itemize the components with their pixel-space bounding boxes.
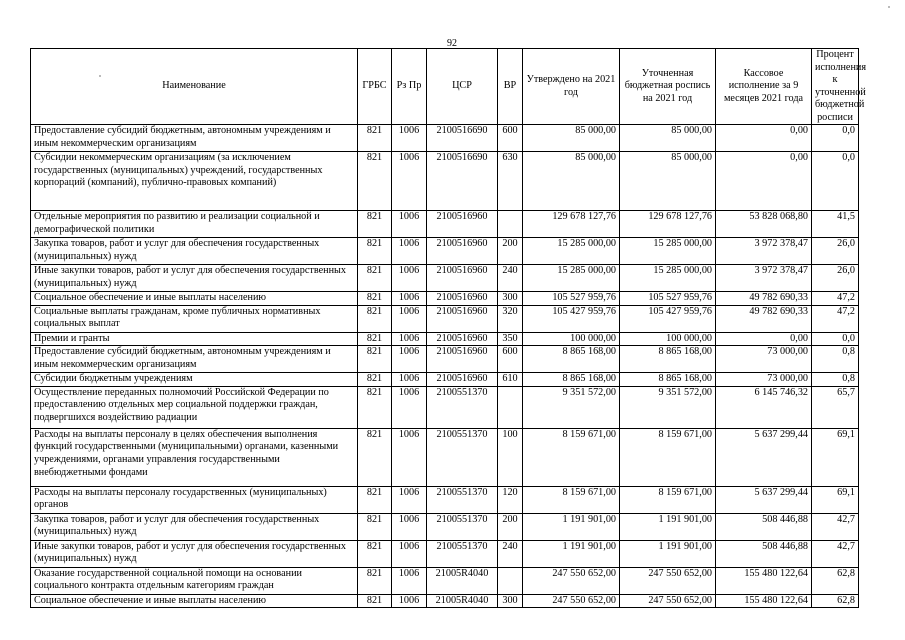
cell-vr	[498, 567, 523, 594]
cell-refined: 105 527 959,76	[620, 292, 716, 306]
cell-approved: 9 351 572,00	[523, 386, 620, 428]
cell-cash: 155 480 122,64	[716, 594, 812, 608]
cell-cash: 0,00	[716, 125, 812, 152]
cell-name: Социальное обеспечение и иные выплаты населению	[31, 594, 358, 608]
cell-vr: 320	[498, 305, 523, 332]
cell-grbs: 821	[358, 152, 392, 211]
cell-refined: 85 000,00	[620, 152, 716, 211]
cell-csr: 2100516960	[427, 292, 498, 306]
cell-csr: 2100551370	[427, 386, 498, 428]
col-approved-header: Утверждено на 2021 год	[523, 49, 620, 125]
cell-name: Субсидии некоммерческим организациям (за исключением государственных (муниципальных) учреждений, государственных корпораций (компаний), публично-правовых компаний)	[31, 152, 358, 211]
page-number: 92	[447, 38, 457, 49]
cell-rzpr: 1006	[392, 567, 427, 594]
scan-speck	[99, 75, 101, 77]
cell-name: Оказание государственной социальной помощи на основании социального контракта отдельным категориям граждан	[31, 567, 358, 594]
cell-rzpr: 1006	[392, 238, 427, 265]
table-row	[31, 486, 859, 513]
cell-name: Социальное обеспечение и иные выплаты населению	[31, 292, 358, 306]
cell-grbs: 821	[358, 292, 392, 306]
cell-rzpr: 1006	[392, 373, 427, 387]
table-row	[31, 373, 859, 387]
cell-refined: 1 191 901,00	[620, 513, 716, 540]
table-row	[31, 332, 859, 346]
cell-name: Осуществление переданных полномочий Российской Федерации по предоставлению отдельных мер социальной поддержки граждан, подвергшихся воздействию радиации	[31, 386, 358, 428]
cell-percent: 0,0	[812, 125, 859, 152]
table-row	[31, 292, 859, 306]
cell-rzpr: 1006	[392, 332, 427, 346]
cell-name: Закупка товаров, работ и услуг для обеспечения государственных (муниципальных) нужд	[31, 513, 358, 540]
cell-vr: 350	[498, 332, 523, 346]
cell-csr: 2100551370	[427, 486, 498, 513]
table-row	[31, 428, 859, 486]
table-row	[31, 152, 859, 211]
col-vr-header: ВР	[498, 49, 523, 125]
cell-grbs: 821	[358, 567, 392, 594]
scan-speck	[888, 6, 890, 8]
cell-percent: 69,1	[812, 428, 859, 486]
cell-cash: 155 480 122,64	[716, 567, 812, 594]
cell-percent: 0,0	[812, 332, 859, 346]
table-row	[31, 386, 859, 428]
cell-refined: 15 285 000,00	[620, 265, 716, 292]
table-row	[31, 238, 859, 265]
cell-grbs: 821	[358, 594, 392, 608]
cell-name: Отдельные мероприятия по развитию и реализации социальной и демографической политики	[31, 211, 358, 238]
cell-cash: 49 782 690,33	[716, 305, 812, 332]
table-row	[31, 211, 859, 238]
cell-grbs: 821	[358, 125, 392, 152]
table-row	[31, 594, 859, 608]
cell-csr: 2100516960	[427, 346, 498, 373]
cell-percent: 0,8	[812, 373, 859, 387]
cell-grbs: 821	[358, 238, 392, 265]
table-row	[31, 305, 859, 332]
cell-refined: 1 191 901,00	[620, 540, 716, 567]
cell-cash: 508 446,88	[716, 540, 812, 567]
cell-vr: 600	[498, 125, 523, 152]
cell-csr: 21005R4040	[427, 594, 498, 608]
cell-grbs: 821	[358, 346, 392, 373]
cell-refined: 247 550 652,00	[620, 567, 716, 594]
table-header-row	[31, 49, 859, 125]
cell-rzpr: 1006	[392, 513, 427, 540]
cell-csr: 2100516960	[427, 332, 498, 346]
cell-csr: 2100516960	[427, 305, 498, 332]
cell-csr: 2100516690	[427, 152, 498, 211]
cell-vr	[498, 386, 523, 428]
cell-approved: 85 000,00	[523, 152, 620, 211]
cell-rzpr: 1006	[392, 594, 427, 608]
cell-approved: 129 678 127,76	[523, 211, 620, 238]
cell-approved: 8 865 168,00	[523, 373, 620, 387]
cell-grbs: 821	[358, 265, 392, 292]
cell-name: Иные закупки товаров, работ и услуг для обеспечения государственных (муниципальных) нужд	[31, 265, 358, 292]
cell-cash: 73 000,00	[716, 346, 812, 373]
cell-percent: 42,7	[812, 513, 859, 540]
cell-rzpr: 1006	[392, 265, 427, 292]
cell-cash: 0,00	[716, 332, 812, 346]
cell-vr: 610	[498, 373, 523, 387]
cell-approved: 8 865 168,00	[523, 346, 620, 373]
cell-percent: 62,8	[812, 594, 859, 608]
cell-csr: 2100516960	[427, 373, 498, 387]
cell-percent: 26,0	[812, 265, 859, 292]
cell-rzpr: 1006	[392, 305, 427, 332]
cell-percent: 41,5	[812, 211, 859, 238]
cell-approved: 1 191 901,00	[523, 513, 620, 540]
cell-vr: 630	[498, 152, 523, 211]
cell-name: Премии и гранты	[31, 332, 358, 346]
cell-name: Закупка товаров, работ и услуг для обеспечения государственных (муниципальных) нужд	[31, 238, 358, 265]
cell-csr: 2100516960	[427, 238, 498, 265]
cell-csr: 2100516960	[427, 265, 498, 292]
cell-approved: 1 191 901,00	[523, 540, 620, 567]
table-body	[31, 125, 859, 608]
cell-csr: 2100516960	[427, 211, 498, 238]
table-row	[31, 265, 859, 292]
col-percent-header: Процент исполнения к уточненной бюджетной росписи	[812, 49, 859, 125]
cell-rzpr: 1006	[392, 428, 427, 486]
cell-vr: 600	[498, 346, 523, 373]
cell-approved: 105 527 959,76	[523, 292, 620, 306]
cell-vr: 200	[498, 513, 523, 540]
cell-grbs: 821	[358, 305, 392, 332]
cell-refined: 105 427 959,76	[620, 305, 716, 332]
cell-vr: 200	[498, 238, 523, 265]
table-row	[31, 346, 859, 373]
cell-cash: 5 637 299,44	[716, 486, 812, 513]
col-refined-header: Уточненная бюджетная роспись на 2021 год	[620, 49, 716, 125]
cell-rzpr: 1006	[392, 211, 427, 238]
cell-name: Предоставление субсидий бюджетным, автономным учреждениям и иным некоммерческим организациям	[31, 346, 358, 373]
cell-cash: 3 972 378,47	[716, 238, 812, 265]
cell-refined: 9 351 572,00	[620, 386, 716, 428]
cell-name: Социальные выплаты гражданам, кроме публичных нормативных социальных выплат	[31, 305, 358, 332]
cell-approved: 105 427 959,76	[523, 305, 620, 332]
table-row	[31, 125, 859, 152]
table-row	[31, 540, 859, 567]
cell-approved: 8 159 671,00	[523, 486, 620, 513]
cell-csr: 2100551370	[427, 513, 498, 540]
cell-rzpr: 1006	[392, 292, 427, 306]
cell-approved: 15 285 000,00	[523, 265, 620, 292]
cell-name: Предоставление субсидий бюджетным, автономным учреждениям и иным некоммерческим организациям	[31, 125, 358, 152]
cell-approved: 8 159 671,00	[523, 428, 620, 486]
cell-cash: 3 972 378,47	[716, 265, 812, 292]
cell-refined: 8 865 168,00	[620, 346, 716, 373]
cell-rzpr: 1006	[392, 386, 427, 428]
cell-percent: 0,0	[812, 152, 859, 211]
cell-cash: 49 782 690,33	[716, 292, 812, 306]
cell-rzpr: 1006	[392, 152, 427, 211]
cell-cash: 0,00	[716, 152, 812, 211]
cell-refined: 8 159 671,00	[620, 428, 716, 486]
cell-csr: 2100551370	[427, 428, 498, 486]
cell-grbs: 821	[358, 386, 392, 428]
cell-percent: 0,8	[812, 346, 859, 373]
cell-vr: 240	[498, 540, 523, 567]
cell-vr	[498, 211, 523, 238]
cell-cash: 5 637 299,44	[716, 428, 812, 486]
cell-percent: 42,7	[812, 540, 859, 567]
cell-name: Субсидии бюджетным учреждениям	[31, 373, 358, 387]
cell-cash: 73 000,00	[716, 373, 812, 387]
cell-approved: 100 000,00	[523, 332, 620, 346]
table-row	[31, 567, 859, 594]
cell-rzpr: 1006	[392, 486, 427, 513]
cell-vr: 300	[498, 594, 523, 608]
cell-percent: 62,8	[812, 567, 859, 594]
cell-name: Расходы на выплаты персоналу государственных (муниципальных) органов	[31, 486, 358, 513]
cell-refined: 8 865 168,00	[620, 373, 716, 387]
cell-csr: 21005R4040	[427, 567, 498, 594]
cell-cash: 53 828 068,80	[716, 211, 812, 238]
cell-refined: 100 000,00	[620, 332, 716, 346]
cell-cash: 6 145 746,32	[716, 386, 812, 428]
cell-approved: 247 550 652,00	[523, 594, 620, 608]
cell-vr: 240	[498, 265, 523, 292]
cell-approved: 85 000,00	[523, 125, 620, 152]
table-row	[31, 513, 859, 540]
cell-grbs: 821	[358, 428, 392, 486]
cell-vr: 100	[498, 428, 523, 486]
cell-grbs: 821	[358, 211, 392, 238]
cell-name: Иные закупки товаров, работ и услуг для обеспечения государственных (муниципальных) нужд	[31, 540, 358, 567]
cell-percent: 47,2	[812, 305, 859, 332]
col-grbs-header: ГРБС	[358, 49, 392, 125]
col-name-header: Наименование	[31, 49, 358, 125]
cell-approved: 15 285 000,00	[523, 238, 620, 265]
col-cash-header: Кассовое исполнение за 9 месяцев 2021 года	[716, 49, 812, 125]
cell-rzpr: 1006	[392, 125, 427, 152]
cell-grbs: 821	[358, 540, 392, 567]
cell-csr: 2100551370	[427, 540, 498, 567]
cell-csr: 2100516690	[427, 125, 498, 152]
cell-percent: 65,7	[812, 386, 859, 428]
col-csr-header: ЦСР	[427, 49, 498, 125]
cell-refined: 247 550 652,00	[620, 594, 716, 608]
cell-refined: 15 285 000,00	[620, 238, 716, 265]
cell-approved: 247 550 652,00	[523, 567, 620, 594]
cell-vr: 120	[498, 486, 523, 513]
cell-rzpr: 1006	[392, 540, 427, 567]
cell-refined: 85 000,00	[620, 125, 716, 152]
cell-percent: 69,1	[812, 486, 859, 513]
cell-percent: 26,0	[812, 238, 859, 265]
col-rzpr-header: Рз Пр	[392, 49, 427, 125]
cell-rzpr: 1006	[392, 346, 427, 373]
budget-table	[30, 48, 867, 608]
cell-cash: 508 446,88	[716, 513, 812, 540]
cell-vr: 300	[498, 292, 523, 306]
cell-refined: 8 159 671,00	[620, 486, 716, 513]
cell-grbs: 821	[358, 486, 392, 513]
cell-grbs: 821	[358, 513, 392, 540]
cell-percent: 47,2	[812, 292, 859, 306]
cell-name: Расходы на выплаты персоналу в целях обеспечения выполнения функций государственными (муниципальными) органами, казенными учреждениями, органами управления государственными внебюджетными фондами	[31, 428, 358, 486]
cell-grbs: 821	[358, 332, 392, 346]
cell-grbs: 821	[358, 373, 392, 387]
cell-refined: 129 678 127,76	[620, 211, 716, 238]
